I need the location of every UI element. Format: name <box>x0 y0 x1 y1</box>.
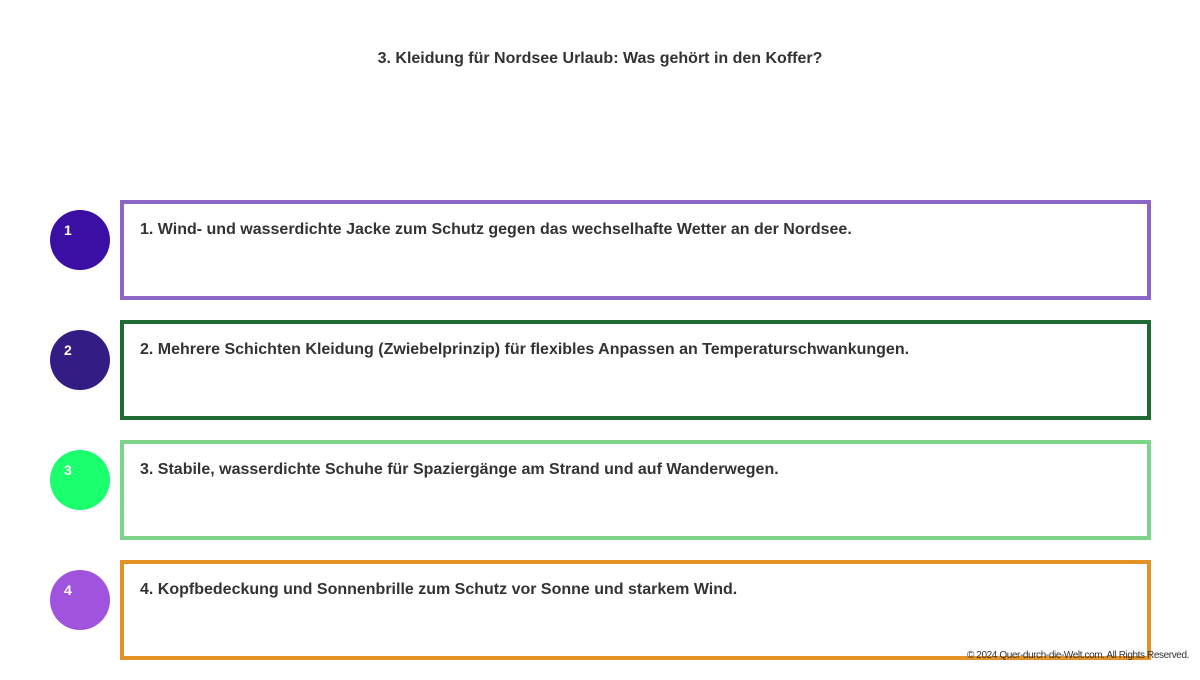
item-text: 2. Mehrere Schichten Kleidung (Zwiebelprinzip) für flexibles Anpassen an Temperaturschwankungen. <box>140 341 910 358</box>
page-title: 3. Kleidung für Nordsee Urlaub: Was gehört in den Koffer? <box>377 50 823 67</box>
item-box <box>120 320 1151 420</box>
number-badge-label: 3 <box>64 462 72 478</box>
list-item <box>0 200 1200 300</box>
list-item <box>0 320 1200 420</box>
item-box <box>120 200 1151 300</box>
item-text: 3. Stabile, wasserdichte Schuhe für Spaziergänge am Strand und auf Wanderwegen. <box>140 461 779 478</box>
item-box <box>120 440 1151 540</box>
item-box <box>120 560 1151 660</box>
number-badge-label: 4 <box>64 582 72 598</box>
number-badge <box>50 210 110 270</box>
copyright-footer: © 2024 Quer-durch-die-Welt.com. All Rights Reserved. <box>966 650 1189 661</box>
number-badge <box>50 450 110 510</box>
list-item <box>0 560 1200 660</box>
item-text: 1. Wind- und wasserdichte Jacke zum Schutz gegen das wechselhafte Wetter an der Nordsee. <box>140 221 852 238</box>
list-item <box>0 440 1200 540</box>
number-badge <box>50 570 110 630</box>
number-badge-label: 1 <box>64 222 72 238</box>
item-text: 4. Kopfbedeckung und Sonnenbrille zum Schutz vor Sonne und starkem Wind. <box>140 581 738 598</box>
number-badge <box>50 330 110 390</box>
number-badge-label: 2 <box>64 342 72 358</box>
